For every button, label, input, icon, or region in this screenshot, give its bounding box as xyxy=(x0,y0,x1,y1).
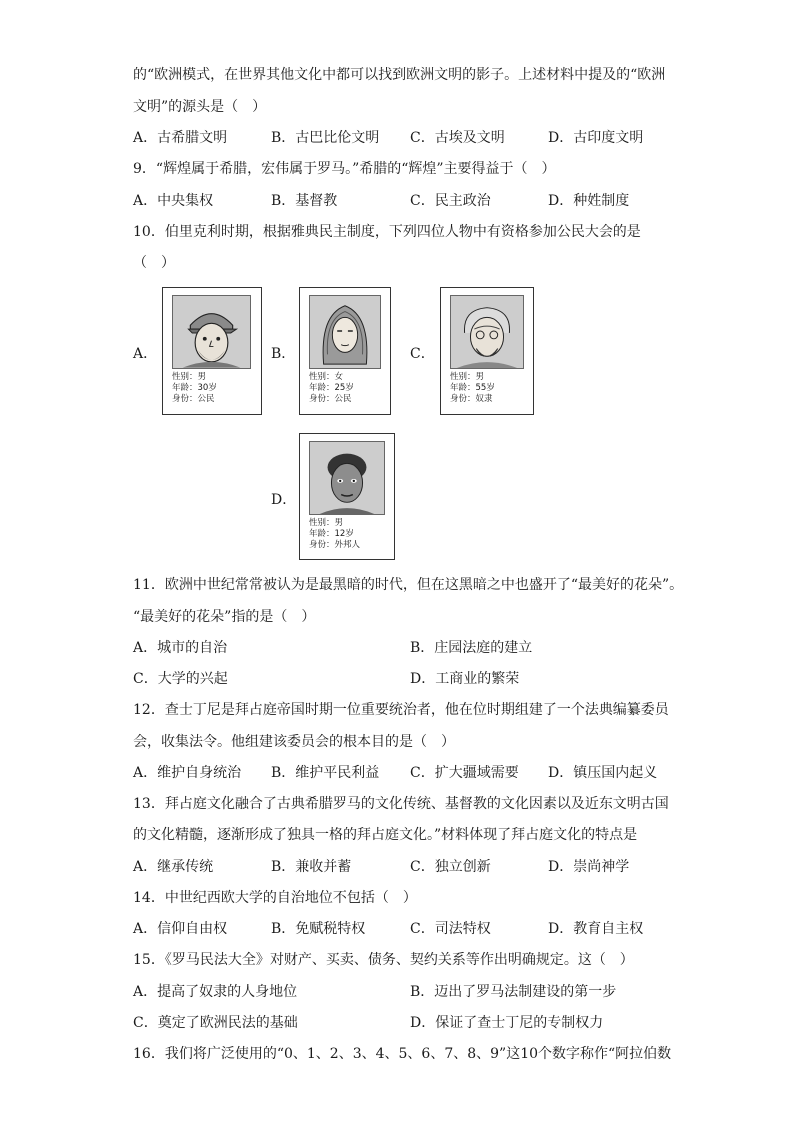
q13-option-c: C．独立创新 xyxy=(410,859,491,875)
card-age: 年龄：55岁 xyxy=(450,383,495,393)
portrait-boy-image xyxy=(309,441,385,515)
q10-card-b xyxy=(299,287,391,415)
q13-line1: 13．拜占庭文化融合了古典希腊罗马的文化传统、基督教的文化因素以及近东文明古国 xyxy=(133,796,669,812)
q8-option-c: C．古埃及文明 xyxy=(410,130,505,146)
q8-option-a: A．古希腊文明 xyxy=(133,130,228,146)
q14-stem: 14．中世纪西欧大学的自治地位不包括（ ） xyxy=(133,890,417,906)
card-identity: 身份：公民 xyxy=(309,394,352,404)
q10-letter-a: A． xyxy=(133,346,158,362)
card-identity: 身份：奴隶 xyxy=(450,394,493,404)
q14-option-d: D．教育自主权 xyxy=(548,921,644,937)
q9-option-b: B．基督教 xyxy=(271,193,338,209)
q10-stem: 10．伯里克利时期，根据雅典民主制度，下列四位人物中有资格参加公民大会的是 xyxy=(133,224,641,240)
q10-card-c xyxy=(440,287,534,415)
portrait-man-cap-image xyxy=(172,295,251,369)
q9-option-c: C．民主政治 xyxy=(410,193,491,209)
portrait-old-man-image xyxy=(450,295,524,369)
q12-option-b: B．维护平民利益 xyxy=(271,765,380,781)
q11-option-b: B．庄园法庭的建立 xyxy=(410,640,533,656)
q10-card-d xyxy=(299,433,395,560)
card-identity: 身份：外邦人 xyxy=(309,540,361,550)
q11-line1: 11．欧洲中世纪常常被认为是最黑暗的时代，但在这黑暗之中也盛开了“最美好的花朵”。 xyxy=(133,577,684,593)
card-gender: 性别：女 xyxy=(309,372,344,382)
q10-letter-d: D． xyxy=(271,492,297,508)
q15-option-b: B．迈出了罗马法制建设的第一步 xyxy=(410,984,617,1000)
card-gender: 性别：男 xyxy=(172,372,207,382)
q13-option-d: D．崇尚神学 xyxy=(548,859,630,875)
card-gender: 性别：男 xyxy=(450,372,485,382)
q10-card-a-info xyxy=(172,372,217,405)
q10-card-d-info xyxy=(309,518,360,551)
q11-option-a: A．城市的自治 xyxy=(133,640,228,656)
q8-option-b: B．古巴比伦文明 xyxy=(271,130,380,146)
q15-option-d: D．保证了查士丁尼的专制权力 xyxy=(410,1015,604,1031)
card-gender: 性别：男 xyxy=(309,518,344,528)
q12-line2: 会，收集法令。他组建该委员会的根本目的是（ ） xyxy=(133,734,455,750)
q10-letter-b: B． xyxy=(271,346,296,362)
q9-option-a: A．中央集权 xyxy=(133,193,214,209)
q9-stem: 9．“辉煌属于希腊，宏伟属于罗马。”希腊的“辉煌”主要得益于（ ） xyxy=(133,161,556,177)
q9-option-d: D．种姓制度 xyxy=(548,193,630,209)
q14-option-b: B．免赋税特权 xyxy=(271,921,366,937)
q16-stem: 16．我们将广泛使用的“0、1、2、3、4、5、6、7、8、9”这10个数字称作“阿拉伯数 xyxy=(133,1046,672,1062)
q11-option-d: D．工商业的繁荣 xyxy=(410,671,520,687)
portrait-woman-image xyxy=(309,295,381,369)
q8-option-d: D．古印度文明 xyxy=(548,130,644,146)
q15-stem: 15．《罗马民法大全》对财产、买卖、债务、契约关系等作出明确规定。这（ ） xyxy=(133,952,634,968)
q8-line2: 文明”的源头是（ ） xyxy=(133,99,267,115)
q12-option-a: A．维护自身统治 xyxy=(133,765,242,781)
q13-option-b: B．兼收并蓄 xyxy=(271,859,352,875)
q10-card-c-info xyxy=(450,372,495,405)
q14-option-c: C．司法特权 xyxy=(410,921,491,937)
q15-option-a: A．提高了奴隶的人身地位 xyxy=(133,984,298,1000)
card-age: 年龄：25岁 xyxy=(309,383,354,393)
q11-line2: “最美好的花朵”指的是（ ） xyxy=(133,609,316,625)
q11-option-c: C．大学的兴起 xyxy=(133,671,228,687)
q15-option-c: C．奠定了欧洲民法的基础 xyxy=(133,1015,298,1031)
q10-card-a xyxy=(162,287,262,415)
q12-line1: 12．查士丁尼是拜占庭帝国时期一位重要统治者，他在位时期组建了一个法典编纂委员 xyxy=(133,702,669,718)
q8-line1: 的“欧洲模式，在世界其他文化中都可以找到欧洲文明的影子。上述材料中提及的“欧洲 xyxy=(133,67,666,83)
q12-option-c: C．扩大疆域需要 xyxy=(410,765,519,781)
q14-option-a: A．信仰自由权 xyxy=(133,921,228,937)
q13-line2: 的文化精髓，逐渐形成了独具一格的拜占庭文化。”材料体现了拜占庭文化的特点是 xyxy=(133,827,638,843)
card-age: 年龄：12岁 xyxy=(309,529,354,539)
q10-paren: （ ） xyxy=(133,255,175,271)
q10-letter-c: C． xyxy=(410,346,435,362)
q10-card-b-info xyxy=(309,372,354,405)
q13-option-a: A．继承传统 xyxy=(133,859,214,875)
card-age: 年龄：30岁 xyxy=(172,383,217,393)
card-identity: 身份：公民 xyxy=(172,394,215,404)
q12-option-d: D．镇压国内起义 xyxy=(548,765,658,781)
